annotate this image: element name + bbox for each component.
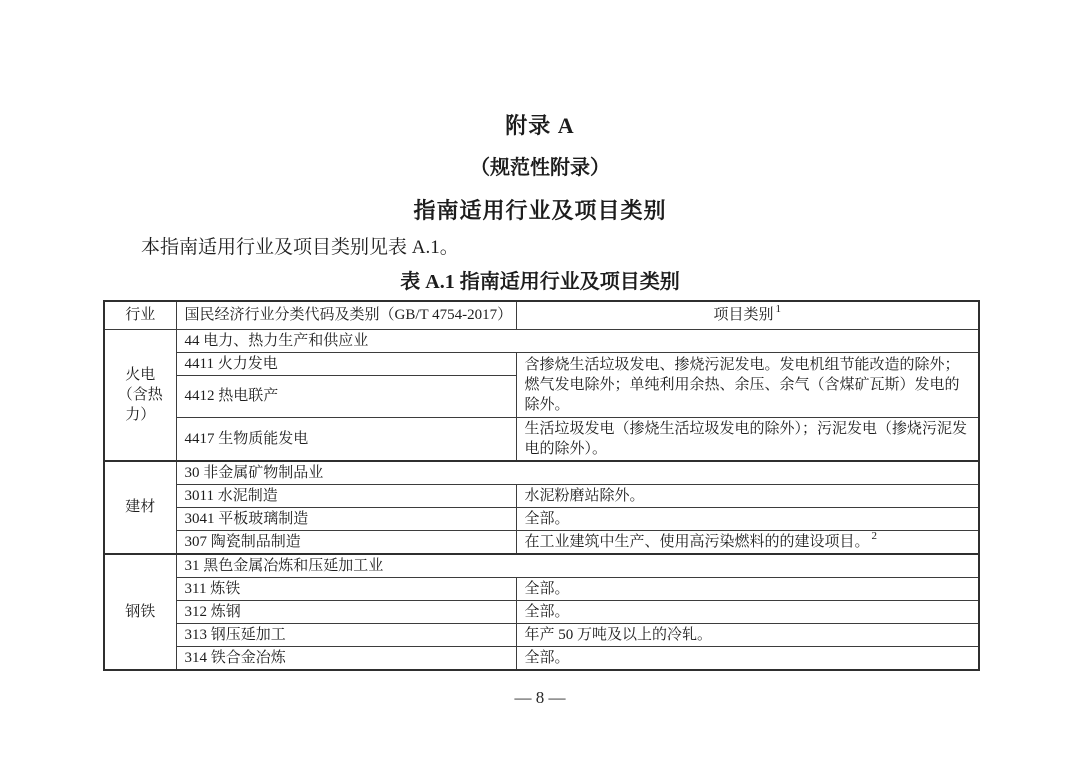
division-cell-30: 30 非金属矿物制品业: [176, 461, 979, 485]
header-industry: 行业: [104, 301, 176, 329]
industry-cell-thermal-power: 火电（含热力）: [104, 329, 176, 461]
category-cell-311: 全部。: [516, 577, 979, 600]
category-cell-4417: 生活垃圾发电（掺烧生活垃圾发电的除外）；污泥发电（掺烧污泥发电的除外）。: [516, 417, 979, 461]
industry-cell-building-materials: 建材: [104, 461, 176, 554]
appendix-type: （规范性附录）: [470, 157, 610, 179]
code-cell-4412: 4412 热电联产: [176, 375, 516, 417]
category-cell-4411-4412: 含掺烧生活垃圾发电、掺烧污泥发电。发电机组节能改造的除外；燃气发电除外；单纯利用余热、余压、余气（含煤矿瓦斯）发电的除外。: [516, 352, 979, 417]
code-cell-3041: 3041 平板玻璃制造: [176, 507, 516, 530]
code-cell-4411: 4411 火力发电: [176, 352, 516, 375]
table-caption: 表 A.1 指南适用行业及项目类别: [400, 271, 680, 293]
intro-paragraph: 本指南适用行业及项目类别见表 A.1。: [141, 237, 459, 258]
header-category-text: 项目类别: [713, 307, 774, 324]
table-header-row: [104, 301, 979, 329]
table-row-312: [104, 600, 979, 623]
table-row-313: [104, 623, 979, 646]
industry-cell-steel: 钢铁: [104, 554, 176, 670]
table-row-307: [104, 530, 979, 554]
table-row-division-31: [104, 554, 979, 578]
division-cell-44: 44 电力、热力生产和供应业: [176, 329, 979, 352]
page-number: — 8 —: [514, 687, 566, 707]
appendix-label: 附录 A: [505, 113, 575, 138]
table-row-3041: [104, 507, 979, 530]
category-cell-314: 全部。: [516, 646, 979, 670]
code-cell-311: 311 炼铁: [176, 577, 516, 600]
category-cell-3041: 全部。: [516, 507, 979, 530]
code-cell-4417: 4417 生物质能发电: [176, 417, 516, 461]
category-cell-312: 全部。: [516, 600, 979, 623]
header-category: [516, 301, 979, 329]
code-cell-314: 314 铁合金冶炼: [176, 646, 516, 670]
table-row-314: [104, 646, 979, 670]
category-text-307: 在工业建筑中生产、使用高污染燃料的的建设项目。: [524, 533, 870, 550]
table-row-3011: [104, 484, 979, 507]
table-row-4417: [104, 417, 979, 461]
code-cell-3011: 3011 水泥制造: [176, 484, 516, 507]
division-cell-31: 31 黑色金属冶炼和压延加工业: [176, 554, 979, 578]
table-row-division-44: [104, 329, 979, 352]
header-code: 国民经济行业分类代码及类别（GB/T 4754-2017）: [176, 301, 516, 329]
code-cell-312: 312 炼钢: [176, 600, 516, 623]
category-cell-307: [516, 530, 979, 554]
code-cell-307: 307 陶瓷制品制造: [176, 530, 516, 554]
table-row-4411: [104, 352, 979, 375]
header-category-note-ref: 1: [775, 303, 781, 316]
code-cell-313: 313 钢压延加工: [176, 623, 516, 646]
table-row-311: [104, 577, 979, 600]
category-cell-3011: 水泥粉磨站除外。: [516, 484, 979, 507]
category-cell-313: 年产 50 万吨及以上的冷轧。: [516, 623, 979, 646]
table-row-division-30: [104, 461, 979, 485]
appendix-title: 指南适用行业及项目类别: [413, 198, 667, 223]
category-note-ref-307: 2: [871, 530, 878, 542]
table-a1: [103, 300, 980, 671]
